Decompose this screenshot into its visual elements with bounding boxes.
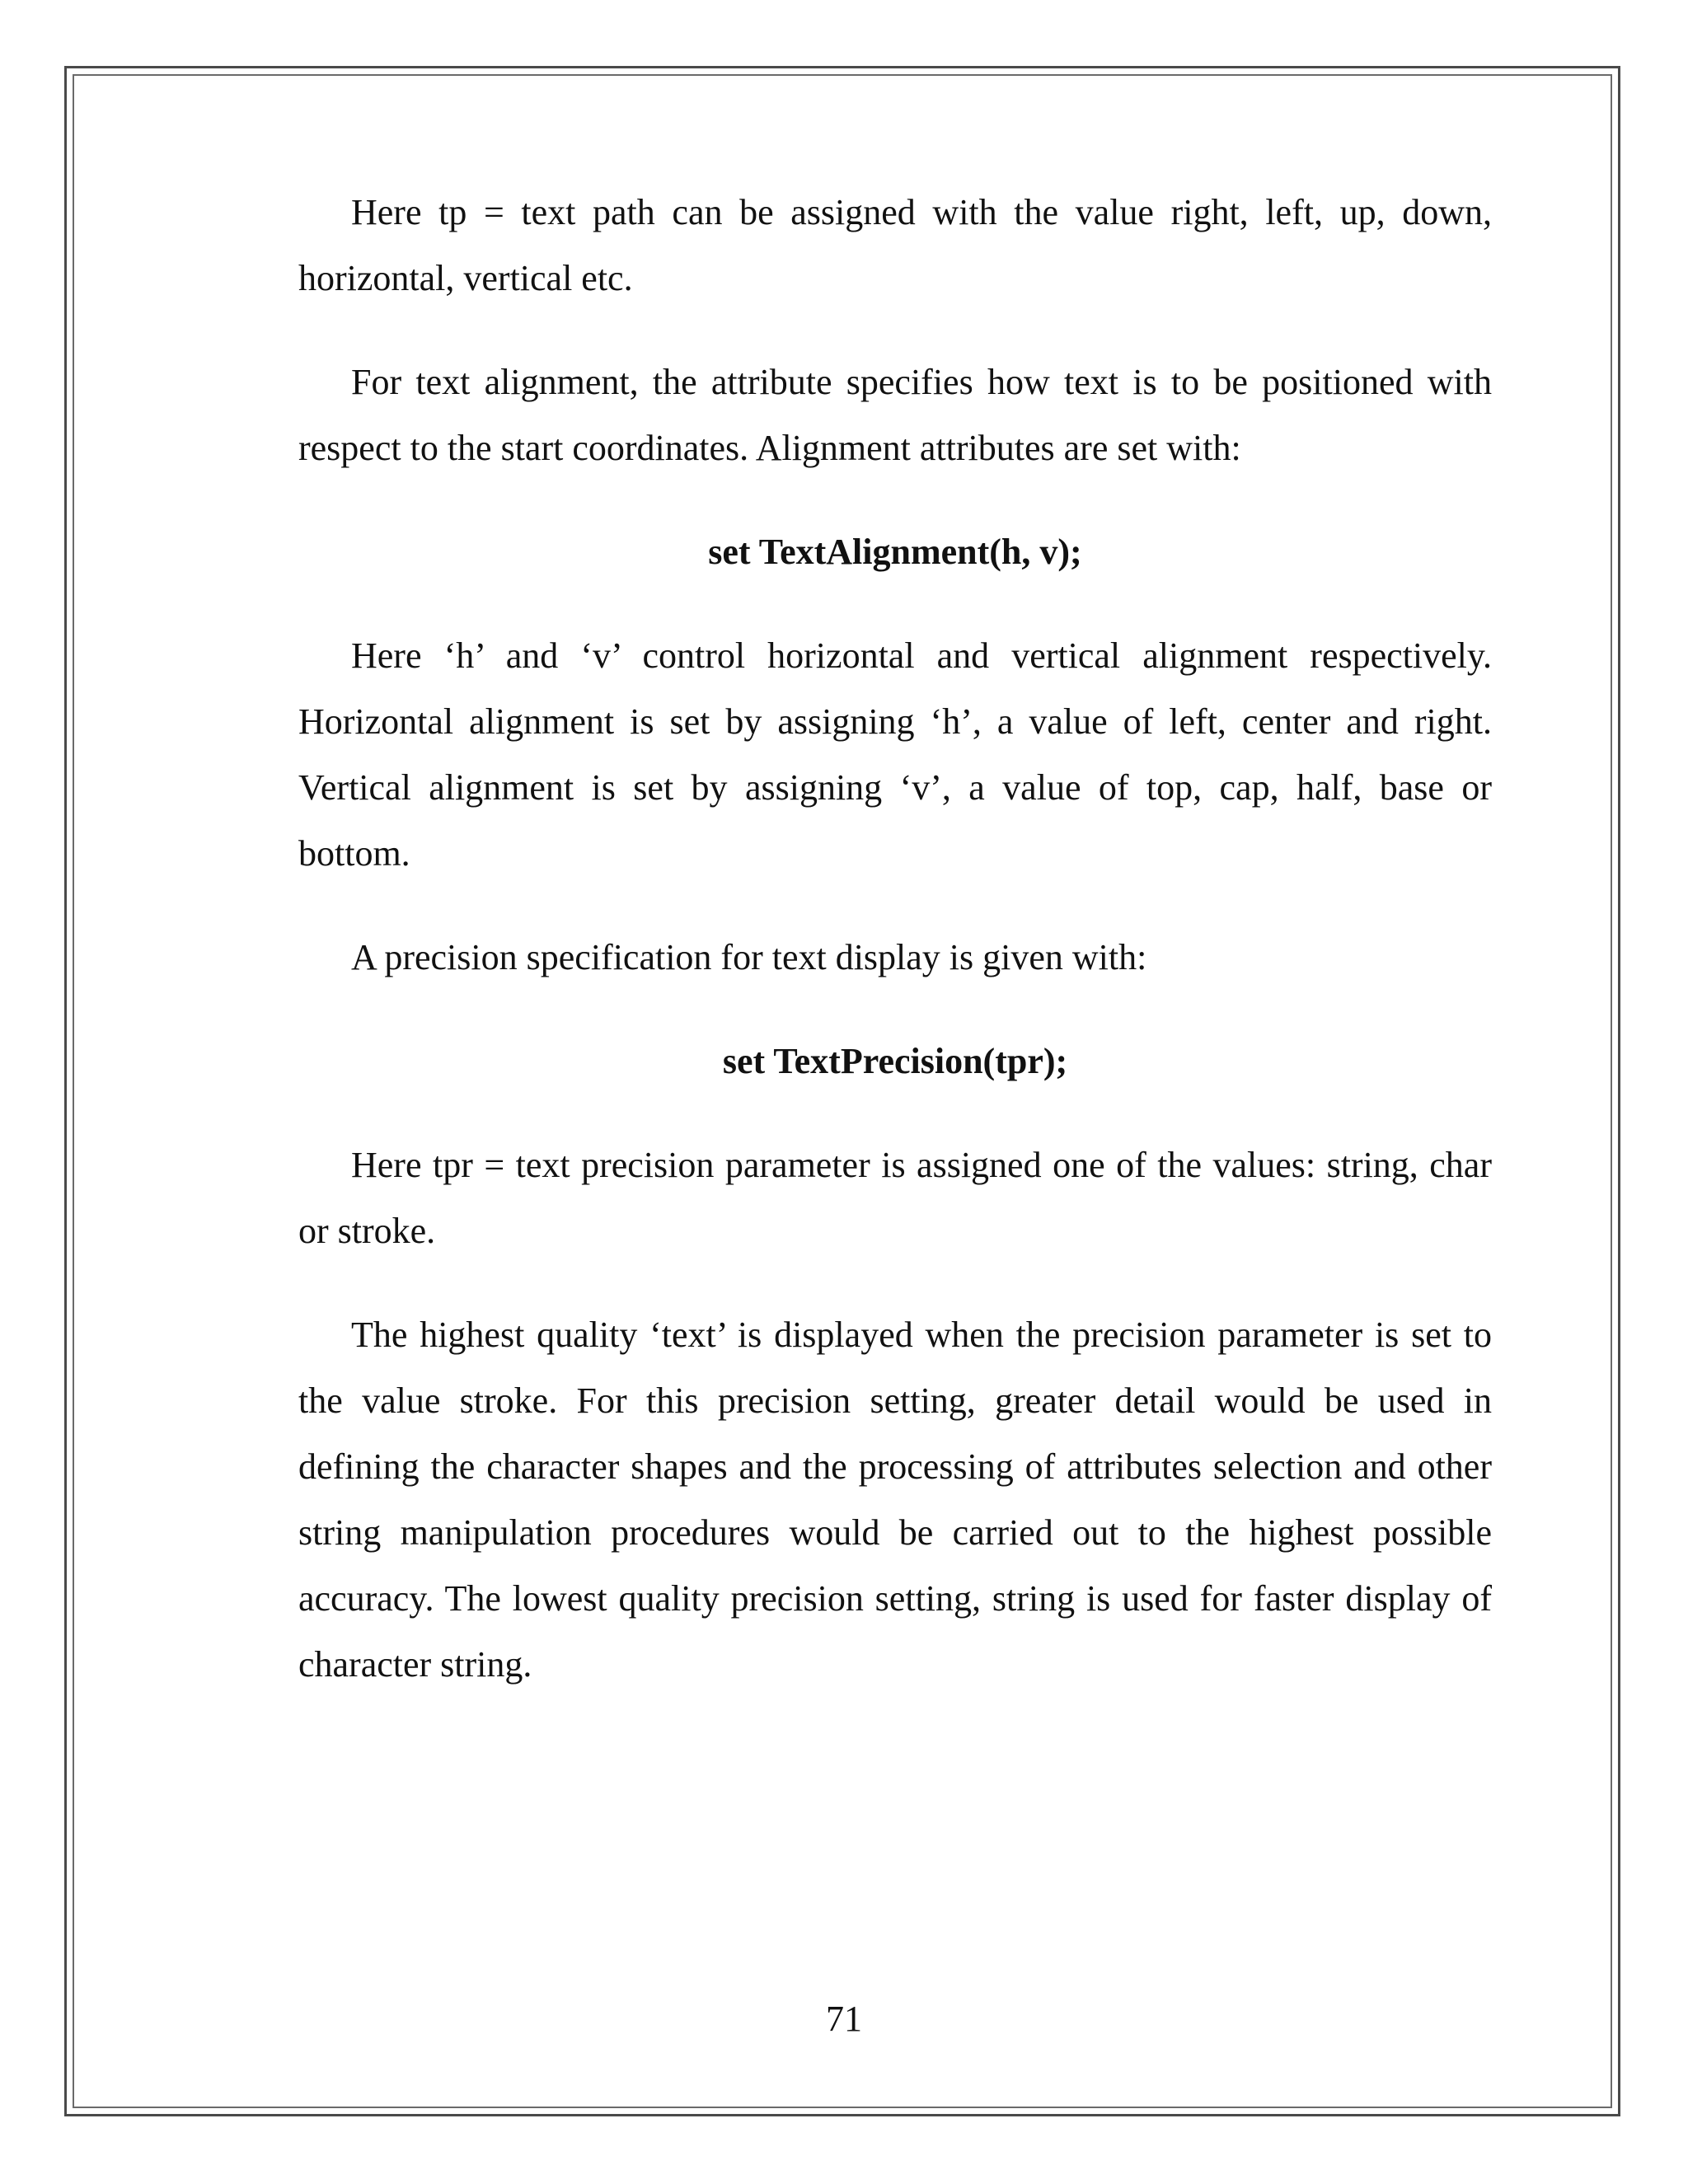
page-number: 71 (826, 1999, 862, 2039)
formula-set-text-precision: set TextPrecision(tpr); (722, 1041, 1068, 1081)
page-body (298, 180, 1492, 1736)
paragraph-precision-intro: A precision specification for text display is given with: (351, 937, 1147, 977)
paragraph-precision-parameter: Here tpr = text precision parameter is assigned one of the values: string, char or stroke. (298, 1145, 1492, 1251)
formula-set-text-alignment: set TextAlignment(h, v); (708, 532, 1082, 572)
paragraph-text-alignment: For text alignment, the attribute specifies how text is to be positioned with respect to the start coordinates. Alignment attributes are set with: (298, 362, 1492, 468)
paragraph-text-path: Here tp = text path can be assigned with the value right, left, up, down, horizontal, vertical etc. (298, 192, 1492, 298)
paragraph-alignment-values: Here ‘h’ and ‘v’ control horizontal and vertical alignment respectively. Horizontal alignment is set by assigning ‘h’, a value of left, center and right. Vertical alignment is set by assigning ‘v’, a value of top, cap, half, base or bottom. (298, 635, 1492, 874)
paragraph-precision-quality: The highest quality ‘text’ is displayed when the precision parameter is set to the value stroke. For this precision setting, greater detail would be used in defining the character shapes and the processing of attributes selection and other string manipulation procedures would be carried out to the highest possible accuracy. The lowest quality precision setting, string is used for faster display of character string. (298, 1315, 1492, 1685)
